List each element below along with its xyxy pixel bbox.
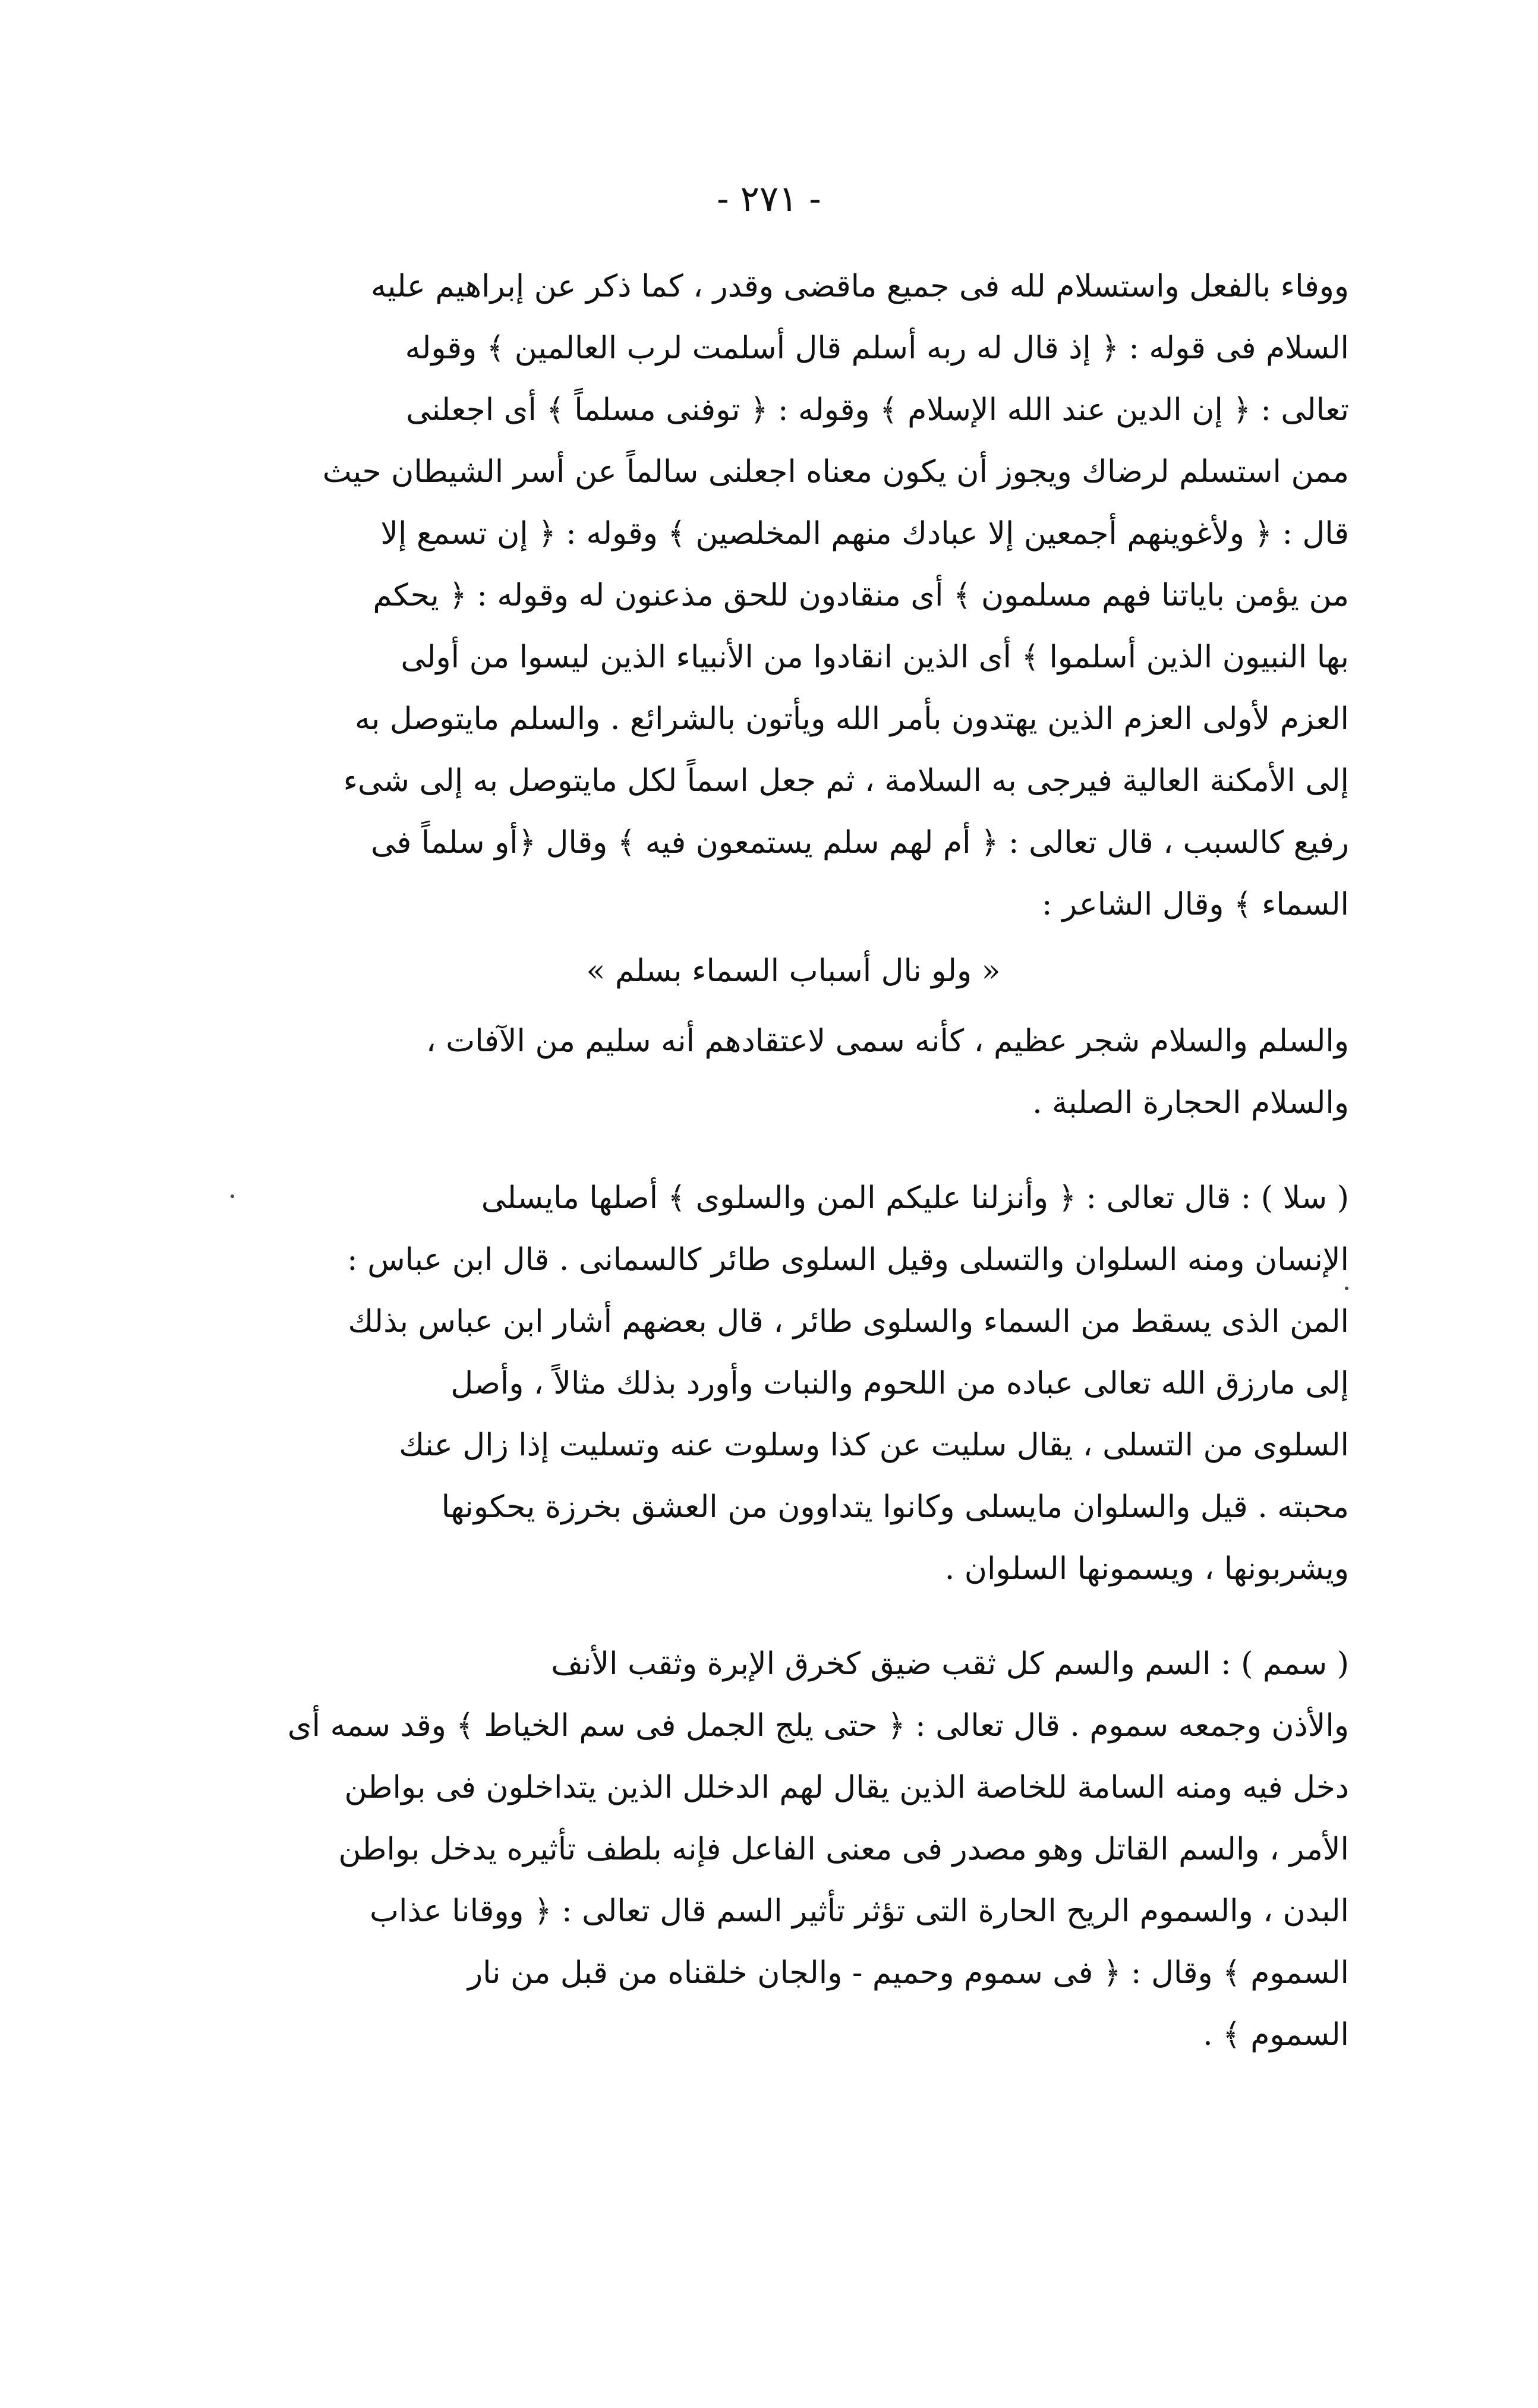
entry-samam: ( سمم ) : السم والسم كل ثقب ضيق كخرق الإبرة وثقب الأنف والأذن وجمعه سموم . قال تعالى : ﴿ حتى يلج الجمل فى سم الخياط ﴾ وقد سمه أى دخل فيه ومنه السامة للخاصة الذين يقال لهم الدخلل الذين يتداخلون فى بواطن الأمر ، والسم القاتل وهو مصدر فى معنى الفاعل فإنه بلطف تأثيره يدخل بواطن البدن ، والسموم الريح الحارة التى تؤثر تأثير السم قال تعالى : ﴿ ووقانا عذاب السموم ﴾ وقال : ﴿ فى سموم وحميم - والجان خلقناه من قبل من نار السموم ﴾ .: [287, 1646, 1349, 2053]
scan-speck: [231, 1194, 234, 1198]
paragraph-salam-tree: والسلم والسلام شجر عظيم ، كأنه سمى لاعتقادهم أنه سليم من الآفات ، والسلام الحجارة الصلبة .: [426, 1023, 1349, 1121]
paragraph-gap: [238, 1134, 1349, 1167]
body-text: [238, 256, 1349, 2066]
paragraph-gap: [238, 1600, 1349, 1633]
entry-sala: ( سلا ) : قال تعالى : ﴿ وأنزلنا عليكم المن والسلوى ﴾ أصلها مايسلى الإنسان ومنه السلوان والتسلى وقيل السلوى طائر كالسمانى . قال ابن عباس : المن الذى يسقط من السماء والسلوى طائر ، قال بعضهم أشار ابن عباس بذلك إلى مارزق الله تعالى عباده من اللحوم والنبات وأورد بذلك مثالاً ، وأصل السلوى من التسلى ، يقال سليت عن كذا وسلوت عنه وتسليت إذا زال عنك محبته . قيل والسلوان مايسلى وكانوا يتداوون من العشق بخرزة يحكونها ويشربونها ، ويسمونها السلوان .: [347, 1180, 1349, 1587]
scan-speck: [1345, 1287, 1348, 1290]
paragraph-islam: ووفاء بالفعل واستسلام لله فى جميع ماقضى وقدر ، كما ذكر عن إبراهيم عليه السلام فى قوله : ﴿ إذ قال له ربه أسلم قال أسلمت لرب العالمين ﴾ وقوله تعالى : ﴿ إن الدين عند الله الإسلام ﴾ وقوله : ﴿ توفنى مسلماً ﴾ أى اجعلنى ممن استسلم لرضاك ويجوز أن يكون معناه اجعلنى سالماً عن أسر الشيطان حيث قال : ﴿ ولأغوينهم أجمعين إلا عبادك منهم المخلصين ﴾ وقوله : ﴿ إن تسمع إلا من يؤمن باياتنا فهم مسلمون ﴾ أى منقادون للحق مذعنون له وقوله : ﴿ يحكم بها النبيون الذين أسلموا ﴾ أى الذين انقادوا من الأنبياء الذين ليسوا من أولى العزم لأولى العزم الذين يهتدون بأمر الله ويأتون بالشرائع . والسلم مايتوصل به إلى الأمكنة العالية فيرجى به السلامة ، ثم جعل اسماً لكل مايتوصل به إلى شىء رفيع كالسبب ، قال تعالى : ﴿ أم لهم سلم يستمعون فيه ﴾ وقال ﴿أو سلماً فى السماء ﴾ وقال الشاعر :: [322, 269, 1349, 922]
page-number: - ٢٧١ -: [717, 178, 821, 220]
poetry-verse: « ولو نال أسباب السماء بسلم »: [586, 953, 1001, 989]
